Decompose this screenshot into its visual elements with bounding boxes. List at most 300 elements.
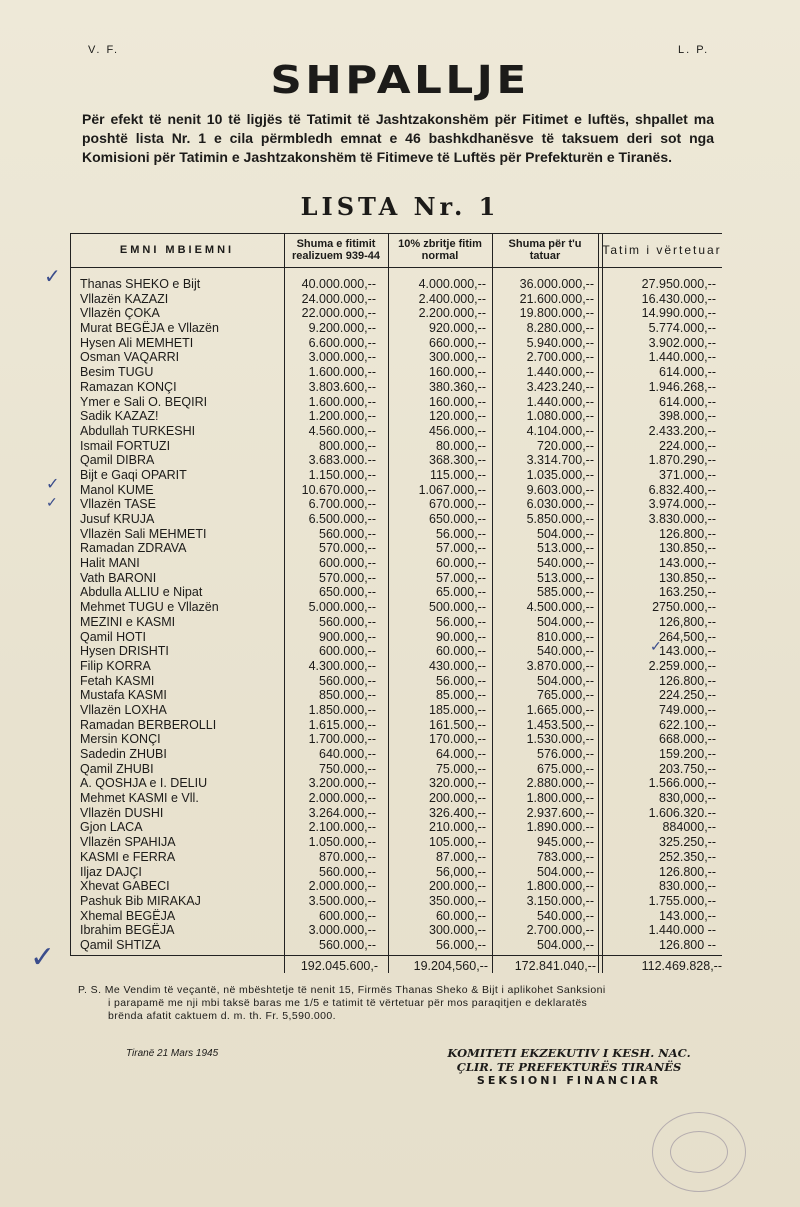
header-name: EMNI MBIEMNI xyxy=(119,244,235,256)
deduction-amount: 161.500,-- xyxy=(429,717,486,732)
deduction-amount: 200.000,-- xyxy=(429,879,486,894)
taxpayer-name: Vllazën LOXHA xyxy=(80,702,167,717)
header-taxable: Shuma për t'u tatuar xyxy=(508,238,582,262)
check-mark-icon: ✓ xyxy=(46,476,60,493)
taxable-amount: 513.000,-- xyxy=(537,541,594,556)
taxable-amount: 945.000,-- xyxy=(537,835,594,850)
taxable-amount: 576.000,-- xyxy=(537,747,594,761)
table-row xyxy=(70,483,722,498)
profit-amount: 1.150.000,-- xyxy=(308,467,376,482)
deduction-amount: 65.000,-- xyxy=(435,585,486,600)
taxpayer-name: Xhemal BEGËJA xyxy=(80,908,176,923)
table-row xyxy=(70,468,722,483)
tax-amount: 3.974.000,-- xyxy=(648,497,716,512)
deduction-amount: 60.000,-- xyxy=(435,908,486,923)
tax-amount: 3.830.000,-- xyxy=(648,512,716,526)
total-deduction: 19.204,560,-- xyxy=(413,959,488,973)
taxable-amount: 21.600.000,-- xyxy=(519,291,594,306)
taxpayer-name: KASMI e FERRA xyxy=(80,849,176,864)
taxable-amount: 3.150.000,-- xyxy=(526,893,594,908)
profit-amount: 40.000.000,-- xyxy=(301,277,376,291)
profit-amount: 1.600.000,-- xyxy=(308,365,376,380)
tax-amount: 130.850,-- xyxy=(659,570,716,585)
deduction-amount: 56.000,-- xyxy=(435,673,486,688)
tax-amount: 5.774.000,-- xyxy=(648,321,716,336)
tax-amount: 163.250,-- xyxy=(659,585,716,600)
table-total-border xyxy=(70,955,722,956)
table-row xyxy=(70,615,722,630)
taxpayer-name: Filip KORRA xyxy=(80,658,151,673)
issue-date: Tiranë 21 Mars 1945 xyxy=(126,1048,219,1059)
deduction-amount: 670.000,-- xyxy=(429,497,486,512)
profit-amount: 870.000,-- xyxy=(319,849,376,864)
profit-amount: 570.000,-- xyxy=(319,541,376,556)
profit-amount: 3.000.000,-- xyxy=(308,350,376,365)
table-row xyxy=(70,718,722,733)
taxpayer-name: Manol KUME xyxy=(80,482,154,497)
profit-amount: 1.850.000,-- xyxy=(308,702,376,717)
deduction-amount: 185.000,-- xyxy=(429,702,486,717)
deduction-amount: 120.000,-- xyxy=(429,409,486,424)
profit-amount: 3.803.600,-- xyxy=(308,379,376,394)
taxpayer-name: Xhevat GABECI xyxy=(80,879,170,894)
profit-amount: 3.500.000,-- xyxy=(308,893,376,908)
tax-amount: 126.800,-- xyxy=(659,526,716,541)
tax-amount: 6.832.400,-- xyxy=(648,482,716,497)
taxpayer-name: Osman VAQARRI xyxy=(80,350,180,365)
taxpayer-name: Bijt e Gaqi OPARIT xyxy=(80,467,187,482)
deduction-amount: 430.000,-- xyxy=(429,658,486,673)
deduction-amount: 87.000,-- xyxy=(435,849,486,864)
taxable-amount: 720.000,-- xyxy=(537,438,594,453)
deduction-amount: 368.300,-- xyxy=(429,453,486,468)
deduction-amount: 56.000,-- xyxy=(435,526,486,541)
header-deduction: 10% zbritje fitim normal xyxy=(398,238,482,262)
tax-amount: 130.850,-- xyxy=(659,541,716,556)
deduction-amount: 200.000,-- xyxy=(429,791,486,806)
tax-amount: 2750.000,-- xyxy=(652,600,716,615)
deduction-amount: 115.000,-- xyxy=(429,467,486,482)
taxable-amount: 19.800.000,-- xyxy=(519,306,594,321)
page-title: SHPALLJE xyxy=(270,58,530,102)
tax-amount: 143.000,-- xyxy=(659,908,716,923)
profit-amount: 560.000,-- xyxy=(319,864,376,879)
profit-amount: 5.000.000,-- xyxy=(308,600,376,615)
taxable-amount: 6.030.000,-- xyxy=(526,497,594,512)
taxpayer-name: Pashuk Bib MIRAKAJ xyxy=(80,893,201,908)
profit-amount: 3.200.000,-- xyxy=(308,776,376,791)
profit-amount: 1.700.000,-- xyxy=(308,732,376,747)
table-body xyxy=(70,277,722,953)
tax-amount: 1.606.320.-- xyxy=(648,805,716,820)
header-tax: Tatim i vërtetuar xyxy=(602,243,722,257)
table-row xyxy=(70,600,722,615)
profit-amount: 3.264.000,-- xyxy=(308,805,376,820)
tax-amount: 398.000,-- xyxy=(659,409,716,424)
postscript xyxy=(78,984,728,1023)
table-row xyxy=(70,453,722,468)
intro-paragraph: Për efekt të nenit 10 të ligjës të Tatimit të Jashtzakonshëm për Fitimet e luftës, shpallet ma poshtë lista Nr. 1 e cila përmbledh emnat e 46 bashkdhanësve të taksuem deri sot nga Komisioni për Tatimin e Jashtzakonshëm të Fitimeve të Luftës për Prefekturën e Tiranës. xyxy=(82,111,714,165)
tax-amount: 126.800 -- xyxy=(659,937,716,952)
check-mark-icon: ✓ xyxy=(30,941,56,974)
table-row xyxy=(70,512,722,527)
taxable-amount: 540.000,-- xyxy=(537,908,594,923)
profit-amount: 6.700.000,-- xyxy=(308,497,376,512)
taxpayer-name: MEZINI e KASMI xyxy=(80,614,176,629)
taxable-amount: 2.937.600,-- xyxy=(526,805,594,820)
stamp-inner-ring xyxy=(670,1131,728,1173)
taxpayer-name: Hysen Ali MEMHETI xyxy=(80,335,194,350)
profit-amount: 560.000,-- xyxy=(319,614,376,629)
taxpayer-name: Mehmet KASMI e Vll. xyxy=(80,791,199,806)
tax-amount: 264,500,-- xyxy=(659,629,716,644)
taxable-amount: 1.440.000,-- xyxy=(526,365,594,380)
tax-amount: 3.902.000,-- xyxy=(648,335,716,350)
deduction-amount: 2.400.000,-- xyxy=(418,291,486,306)
deduction-amount: 210.000,-- xyxy=(429,820,486,835)
deduction-amount: 90.000,-- xyxy=(435,629,486,644)
deduction-amount: 650.000,-- xyxy=(429,512,486,526)
taxable-amount: 36.000.000,-- xyxy=(519,277,594,291)
table-row xyxy=(70,894,722,909)
taxable-amount: 3.314.700,-- xyxy=(526,453,594,468)
deduction-amount: 60.000,-- xyxy=(435,644,486,659)
taxable-amount: 9.603.000,-- xyxy=(526,482,594,497)
profit-amount: 9.200.000,-- xyxy=(308,321,376,336)
deduction-amount: 660.000,-- xyxy=(429,335,486,350)
taxable-amount: 2.880.000,-- xyxy=(526,776,594,791)
total-taxable: 172.841.040,-- xyxy=(514,959,596,973)
taxpayer-name: Vllazën TASE xyxy=(80,497,156,512)
taxable-amount: 1.890.000.-- xyxy=(526,820,594,835)
committee-line-2: ÇLIR. TE PREFEKTURËS TIRANËS xyxy=(456,1060,682,1074)
tax-amount: 1.566.000,-- xyxy=(648,776,716,791)
table-row xyxy=(70,585,722,600)
taxpayer-name: Jusuf KRUJA xyxy=(80,512,155,526)
profit-amount: 560.000,-- xyxy=(319,673,376,688)
table-row xyxy=(70,776,722,791)
tax-amount: 14.990.000,-- xyxy=(641,306,716,321)
check-mark-icon: ✓ xyxy=(650,638,662,654)
total-tax: 112.469.828,-- xyxy=(641,959,722,973)
profit-amount: 10.670.000,-- xyxy=(301,482,376,497)
profit-amount: 600.000,-- xyxy=(319,908,376,923)
taxable-amount: 765.000,-- xyxy=(537,688,594,703)
taxpayer-name: Vath BARONI xyxy=(80,570,157,585)
tax-amount: 614.000,-- xyxy=(659,365,716,380)
profit-amount: 24.000.000,-- xyxy=(301,291,376,306)
deduction-amount: 160.000,-- xyxy=(429,394,486,409)
tax-amount: 325.250,-- xyxy=(659,835,716,850)
tax-table xyxy=(70,233,722,973)
profit-amount: 560.000,-- xyxy=(319,526,376,541)
profit-amount: 1.615.000,-- xyxy=(308,717,376,732)
profit-amount: 4.300.000,-- xyxy=(308,658,376,673)
deduction-amount: 57.000,-- xyxy=(435,570,486,585)
tax-amount: 16.430.000,-- xyxy=(641,291,716,306)
tax-amount: 749.000,-- xyxy=(659,702,716,717)
table-row xyxy=(70,409,722,424)
profit-amount: 6.500.000,-- xyxy=(308,512,376,526)
profit-amount: 2.100.000,-- xyxy=(308,820,376,835)
ps-line-3: brënda afatit caktuem d. m. th. Fr. 5,590.000. xyxy=(108,1010,336,1022)
table-row xyxy=(70,879,722,894)
table-row xyxy=(70,365,722,380)
profit-amount: 570.000,-- xyxy=(319,570,376,585)
profit-amount: 560.000,-- xyxy=(319,937,376,952)
committee-signature xyxy=(404,1046,734,1088)
taxable-amount: 504.000,-- xyxy=(537,614,594,629)
deduction-amount: 326.400,-- xyxy=(429,805,486,820)
taxpayer-name: Vllazën SPAHIJA xyxy=(80,835,176,850)
deduction-amount: 2.200.000,-- xyxy=(418,306,486,321)
taxpayer-name: Mersin KONÇI xyxy=(80,732,161,747)
table-row xyxy=(70,571,722,586)
ps-line-1: Me Vendim të veçantë, në mbështetje të nenit 15, Firmës Thanas Sheko & Bijt i aplikohet Sanksioni xyxy=(104,984,606,996)
deduction-amount: 350.000,-- xyxy=(429,893,486,908)
tax-amount: 126,800,-- xyxy=(659,614,716,629)
table-row xyxy=(70,762,722,777)
deduction-amount: 56.000,-- xyxy=(435,614,486,629)
taxpayer-name: Besim TUGU xyxy=(80,365,154,380)
tax-amount: 1.755.000,-- xyxy=(648,893,716,908)
ps-label: P. S. xyxy=(78,984,102,996)
table-row xyxy=(70,395,722,410)
taxable-amount: 504.000,-- xyxy=(537,673,594,688)
total-profit: 192.045.600,- xyxy=(300,959,378,973)
taxpayer-name: Gjon LACA xyxy=(80,820,143,835)
taxpayer-name: Vllazën DUSHI xyxy=(80,805,164,820)
table-row xyxy=(70,835,722,850)
taxable-amount: 540.000,-- xyxy=(537,556,594,571)
profit-amount: 1.200.000,-- xyxy=(308,409,376,424)
tax-amount: 1.440.000 -- xyxy=(648,923,716,938)
deduction-amount: 920.000,-- xyxy=(429,321,486,336)
tax-amount: 159.200,-- xyxy=(659,747,716,761)
tax-amount: 143.000,-- xyxy=(659,644,716,659)
taxpayer-name: Halit MANI xyxy=(80,556,140,571)
taxable-amount: 1.453.500,-- xyxy=(526,717,594,732)
ps-line-2: i parapamë me nji mbi taksë baras me 1/5 e tatimit të vërtetuar për mos paraqitjen e deklaratës xyxy=(108,997,588,1009)
tax-amount: 2.433.200,-- xyxy=(648,423,716,438)
taxpayer-name: Iljaz DAJÇI xyxy=(80,864,142,879)
corner-mark-left: V. F. xyxy=(88,44,119,56)
taxable-amount: 5.940.000,-- xyxy=(526,335,594,350)
taxpayer-name: Ramadan ZDRAVA xyxy=(80,541,187,556)
deduction-amount: 85.000,-- xyxy=(435,688,486,703)
totals-row xyxy=(70,959,722,975)
deduction-amount: 57.000,-- xyxy=(435,541,486,556)
taxpayer-name: Qamil ZHUBI xyxy=(80,761,154,776)
deduction-amount: 4.000.000,-- xyxy=(418,277,486,291)
table-row xyxy=(70,541,722,556)
table-row xyxy=(70,497,722,512)
taxpayer-name: Ibrahim BEGËJA xyxy=(80,923,175,938)
profit-amount: 1.600.000,-- xyxy=(308,394,376,409)
deduction-amount: 456.000,-- xyxy=(429,423,486,438)
tax-amount: 830,000,-- xyxy=(659,791,716,806)
taxpayer-name: Ramadan BERBEROLLI xyxy=(80,717,217,732)
deduction-amount: 80.000,-- xyxy=(435,438,486,453)
table-row xyxy=(70,820,722,835)
taxpayer-name: Ismail FORTUZI xyxy=(80,438,171,453)
committee-line-1: KOMITETI EKZEKUTIV I KESH. NAC. xyxy=(447,1046,691,1060)
table-row xyxy=(70,424,722,439)
deduction-amount: 380.360,-- xyxy=(429,379,486,394)
corner-mark-right: L. P. xyxy=(678,44,710,56)
taxable-amount: 1.440.000,-- xyxy=(526,394,594,409)
profit-amount: 1.050.000,-- xyxy=(308,835,376,850)
taxpayer-name: Qamil SHTIZA xyxy=(80,937,161,952)
profit-amount: 750.000,-- xyxy=(319,761,376,776)
table-row xyxy=(70,703,722,718)
table-row xyxy=(70,806,722,821)
taxable-amount: 8.280.000,-- xyxy=(526,321,594,336)
table-header-border xyxy=(70,267,722,268)
tax-amount: 27.950.000,-- xyxy=(641,277,716,291)
profit-amount: 600.000,-- xyxy=(319,556,376,571)
tax-amount: 203.750,-- xyxy=(659,761,716,776)
taxable-amount: 1.080.000,-- xyxy=(526,409,594,424)
tax-amount: 614.000,-- xyxy=(659,394,716,409)
tax-amount: 126.800,-- xyxy=(659,673,716,688)
taxable-amount: 3.870.000,-- xyxy=(526,658,594,673)
profit-amount: 2.000.000,-- xyxy=(308,791,376,806)
tax-amount: 252.350,-- xyxy=(659,849,716,864)
table-row xyxy=(70,556,722,571)
taxable-amount: 810.000,-- xyxy=(537,629,594,644)
taxable-amount: 2.700.000,-- xyxy=(526,350,594,365)
profit-amount: 850.000,-- xyxy=(319,688,376,703)
table-row xyxy=(70,659,722,674)
profit-amount: 900.000,-- xyxy=(319,629,376,644)
taxable-amount: 513.000,-- xyxy=(537,570,594,585)
taxable-amount: 504.000,-- xyxy=(537,937,594,952)
table-row xyxy=(70,630,722,645)
table-row xyxy=(70,923,722,938)
table-row xyxy=(70,644,722,659)
deduction-amount: 170.000,-- xyxy=(429,732,486,747)
tax-amount: 126.800,-- xyxy=(659,864,716,879)
deduction-amount: 320.000,-- xyxy=(429,776,486,791)
table-row xyxy=(70,439,722,454)
taxable-amount: 783.000,-- xyxy=(537,849,594,864)
table-row xyxy=(70,732,722,747)
profit-amount: 4.560.000,-- xyxy=(308,423,376,438)
taxpayer-name: Mustafa KASMI xyxy=(80,688,167,703)
taxpayer-name: Sadedin ZHUBI xyxy=(80,747,167,761)
profit-amount: 6.600.000,-- xyxy=(308,335,376,350)
tax-amount: 1.870.290,-- xyxy=(648,453,716,468)
taxpayer-name: Abdullah TURKESHI xyxy=(80,423,196,438)
taxable-amount: 4.500.000,-- xyxy=(526,600,594,615)
table-row xyxy=(70,674,722,689)
tax-amount: 830.000,-- xyxy=(659,879,716,894)
taxable-amount: 504.000,-- xyxy=(537,864,594,879)
table-row xyxy=(70,292,722,307)
deduction-amount: 1.067.000,-- xyxy=(418,482,486,497)
deduction-amount: 56,000,-- xyxy=(435,864,486,879)
tax-amount: 884000,-- xyxy=(662,820,716,835)
taxable-amount: 1.800.000,-- xyxy=(526,791,594,806)
table-row xyxy=(70,380,722,395)
deduction-amount: 105.000,-- xyxy=(429,835,486,850)
profit-amount: 3.683.000.-- xyxy=(308,453,376,468)
profit-amount: 22.000.000,-- xyxy=(301,306,376,321)
table-row xyxy=(70,865,722,880)
tax-amount: 143.000,-- xyxy=(659,556,716,571)
tax-amount: 1.440.000,-- xyxy=(648,350,716,365)
taxpayer-name: Thanas SHEKO e Bijt xyxy=(80,277,201,291)
taxable-amount: 1.035.000,-- xyxy=(526,467,594,482)
profit-amount: 3.000.000,-- xyxy=(308,923,376,938)
taxpayer-name: Vllazën ÇOKA xyxy=(80,306,160,321)
check-mark-icon: ✓ xyxy=(46,494,58,510)
official-stamp-icon xyxy=(652,1112,746,1192)
taxpayer-name: Murat BEGËJA e Vllazën xyxy=(80,321,219,336)
header-profit: Shuma e fitimit realizuem 939-44 xyxy=(291,238,381,262)
table-row xyxy=(70,350,722,365)
check-mark-icon: ✓ xyxy=(44,266,61,288)
taxable-amount: 1.530.000,-- xyxy=(526,732,594,747)
table-row xyxy=(70,688,722,703)
deduction-amount: 75.000,-- xyxy=(435,761,486,776)
committee-line-3: SEKSIONI FINANCIAR xyxy=(476,1074,662,1087)
taxable-amount: 3.423.240,-- xyxy=(526,379,594,394)
table-row xyxy=(70,277,722,292)
profit-amount: 640.000,-- xyxy=(319,747,376,761)
taxable-amount: 540.000,-- xyxy=(537,644,594,659)
deduction-amount: 300.000,-- xyxy=(429,350,486,365)
taxpayer-name: Fetah KASMI xyxy=(80,673,155,688)
taxable-amount: 675.000,-- xyxy=(537,761,594,776)
tax-amount: 1.946.268,-- xyxy=(648,379,716,394)
table-row xyxy=(70,850,722,865)
deduction-amount: 300.000,-- xyxy=(429,923,486,938)
taxpayer-name: Sadik KAZAZ! xyxy=(80,409,159,424)
taxpayer-name: A. QOSHJA e I. DELIU xyxy=(80,776,208,791)
taxable-amount: 4.104.000,-- xyxy=(526,423,594,438)
table-row xyxy=(70,306,722,321)
taxable-amount: 585.000,-- xyxy=(537,585,594,600)
taxpayer-name: Hysen DRISHTI xyxy=(80,644,169,659)
table-row xyxy=(70,938,722,953)
taxpayer-name: Ramazan KONÇI xyxy=(80,379,177,394)
taxable-amount: 504.000,-- xyxy=(537,526,594,541)
taxable-amount: 2.700.000,-- xyxy=(526,923,594,938)
taxpayer-name: Abdulla ALLIU e Nipat xyxy=(80,585,203,600)
taxable-amount: 1.665.000,-- xyxy=(526,702,594,717)
profit-amount: 800.000,-- xyxy=(319,438,376,453)
profit-amount: 600.000,-- xyxy=(319,644,376,659)
deduction-amount: 60.000,-- xyxy=(435,556,486,571)
taxable-amount: 1.800.000,-- xyxy=(526,879,594,894)
deduction-amount: 160.000,-- xyxy=(429,365,486,380)
deduction-amount: 64.000,-- xyxy=(435,747,486,761)
deduction-amount: 56.000,-- xyxy=(435,937,486,952)
table-row xyxy=(70,527,722,542)
taxable-amount: 5.850.000,-- xyxy=(526,512,594,526)
table-row xyxy=(70,747,722,762)
tax-amount: 224.250,-- xyxy=(659,688,716,703)
taxpayer-name: Mehmet TUGU e Vllazën xyxy=(80,600,219,615)
table-row xyxy=(70,909,722,924)
taxpayer-name: Qamil DIBRA xyxy=(80,453,155,468)
table-top-border xyxy=(70,233,722,234)
tax-amount: 2.259.000,-- xyxy=(648,658,716,673)
list-title: LISTA Nr. 1 xyxy=(300,192,500,221)
taxpayer-name: Qamil HOTI xyxy=(80,629,146,644)
